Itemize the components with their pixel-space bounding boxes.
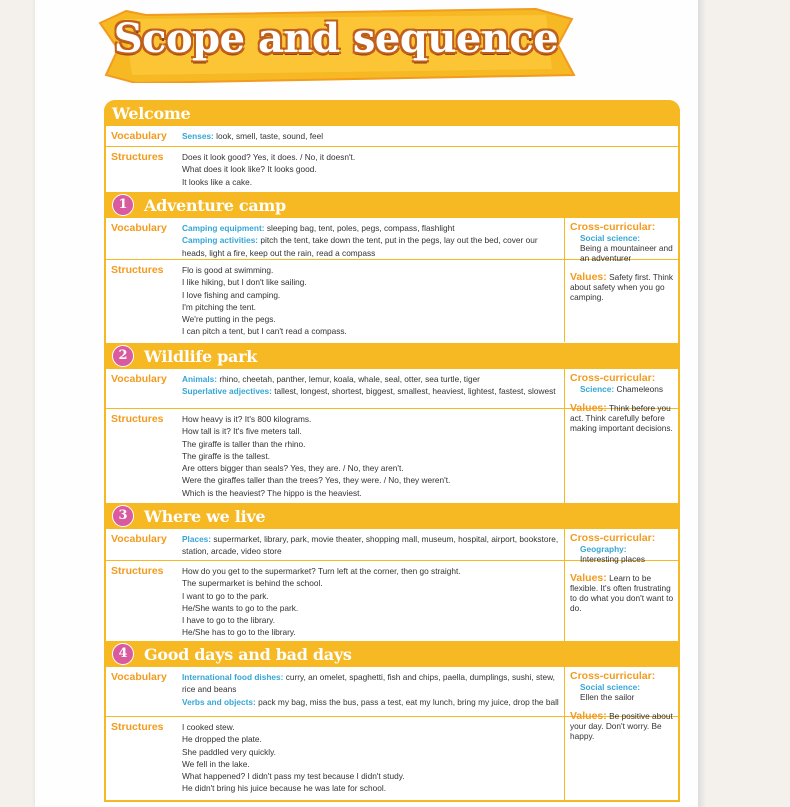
values-text: Safety first. Think about safety when you go camping. (570, 272, 674, 302)
unit-title: Good days and bad days (144, 644, 352, 664)
row-label: Structures (111, 151, 164, 163)
vocab-keyword: Verbs and objects: (182, 696, 256, 707)
cc-subject: Science: (580, 384, 615, 394)
structure-line: I'm pitching the tent. (182, 301, 256, 312)
structure-line: The giraffe is the tallest. (182, 450, 270, 461)
cc-text: Being a mountaineer and an adventurer (580, 243, 673, 263)
scope-table (104, 100, 680, 802)
structure-line: I cooked stew. (182, 722, 235, 732)
vocab-text: sleeping bag, tent, poles, pegs, compass, flashlight (266, 223, 455, 233)
structure-line: We're putting in the pegs. (182, 314, 276, 325)
vocab-text: pack my bag, miss the bus, pass a test, eat my lunch, bring my juice, drop the ball (258, 696, 559, 707)
vocab-text: pitch the tent, take down the tent, put in the pegs, lay out the bed, cover our heads, light a fire, keep out the rain, read a compass (182, 235, 538, 258)
welcome-struct-row (106, 147, 678, 191)
vocab-keyword: International food dishes: (182, 672, 284, 682)
cc-text: Interesting places (580, 554, 646, 564)
structure-line: Were the giraffes taller than the trees? Yes, they were. / No, they weren't. (182, 475, 451, 486)
structure-line: It looks like a cake. (182, 176, 253, 187)
values-block (570, 403, 678, 433)
unit-header-2 (104, 343, 680, 369)
vocab-content (182, 373, 562, 398)
cc-subject-line (570, 384, 678, 394)
values-text: Be positive about your day. Don't worry. Be happy. (570, 711, 673, 741)
vocab-line (182, 671, 562, 696)
cc-subject: Social science: (580, 233, 640, 243)
values-label: Values: (570, 572, 607, 584)
unit-title: Wildlife park (144, 346, 257, 366)
vocab-content (182, 533, 562, 558)
unit-title: Welcome (112, 103, 191, 123)
vocab-line (182, 234, 562, 259)
cross-curricular-label: Cross-curricular: (570, 670, 656, 682)
values-block (570, 573, 678, 613)
unit1-side-panel (564, 218, 678, 342)
structure-line: The giraffe is taller than the rhino. (182, 438, 306, 449)
row-label: Vocabulary (111, 373, 167, 385)
structure-line: He didn't bring his juice because he was late for school. (182, 783, 387, 794)
structures-content (182, 721, 562, 795)
structure-line: I love fishing and camping. (182, 289, 281, 300)
structures-content (182, 264, 562, 338)
row-label: Vocabulary (111, 222, 167, 234)
structure-line: What happened? I didn't pass my test because I didn't study. (182, 771, 405, 782)
vocab-line (182, 385, 562, 397)
row-label: Structures (111, 264, 164, 276)
structure-line: How tall is it? It's five meters tall. (182, 426, 302, 437)
structures-content (182, 413, 562, 499)
vocab-text: supermarket, library, park, movie theater, shopping mall, museum, hospital, airport, bookstore, station, arcade, video store (182, 534, 559, 557)
unit4-side-panel (564, 667, 678, 802)
vocab-content (182, 130, 672, 142)
unit-header-welcome (104, 100, 680, 126)
cc-text: Ellen the sailor (580, 692, 635, 702)
unit-title: Adventure camp (144, 195, 286, 215)
vocab-text: curry, an omelet, spaghetti, fish and chips, paella, dumplings, sushi, stew, rice and beans (182, 672, 555, 695)
unit-number-badge: 3 (112, 505, 134, 527)
unit-number-badge: 1 (112, 194, 134, 216)
structure-line: I have to go to the library. (182, 615, 276, 626)
vocab-line (182, 696, 562, 708)
structure-line: The supermarket is behind the school. (182, 578, 323, 589)
cc-subject: Geography: (580, 544, 627, 554)
values-label: Values: (570, 710, 607, 722)
cross-curricular-label: Cross-curricular: (570, 221, 656, 233)
row-label: Vocabulary (111, 130, 167, 142)
cross-curricular-label: Cross-curricular: (570, 532, 656, 544)
structure-line: We fell in the lake. (182, 758, 250, 769)
vocab-content (182, 222, 562, 259)
structure-line: I like hiking, but I don't like sailing. (182, 277, 307, 288)
row-label: Structures (111, 565, 164, 577)
structure-line: I can pitch a tent, but I can't read a compass. (182, 326, 347, 337)
structure-line: What does it look like? It looks good. (182, 164, 317, 175)
page-title: Scope and sequence (113, 15, 559, 62)
structure-line: How do you get to the supermarket? Turn left at the corner, then go straight. (182, 566, 461, 576)
unit-header-4 (104, 641, 680, 667)
vocab-line (182, 373, 562, 385)
values-text: Think before you act. Think carefully before making important decisions. (570, 403, 673, 433)
unit3-side-panel (564, 529, 678, 641)
cross-curricular-label: Cross-curricular: (570, 372, 656, 384)
row-label: Vocabulary (111, 671, 167, 683)
vocab-line (182, 222, 562, 234)
unit-number-badge: 4 (112, 643, 134, 665)
values-label: Values: (570, 402, 607, 414)
cc-subject: Social science: (580, 682, 640, 692)
vocab-keyword: Senses: (182, 131, 214, 141)
unit-title: Where we live (144, 506, 266, 526)
structure-line: Which is the heaviest? The hippo is the heaviest. (182, 487, 362, 498)
vocab-keyword: Superlative adjectives: (182, 386, 272, 397)
unit-number-badge: 2 (112, 345, 134, 367)
row-label: Vocabulary (111, 533, 167, 545)
values-block (570, 711, 678, 741)
structure-line: Does it look good? Yes, it does. / No, it doesn't. (182, 152, 356, 162)
values-block (570, 272, 678, 302)
page-edge (698, 0, 706, 807)
row-label: Structures (111, 413, 164, 425)
vocab-content (182, 671, 562, 708)
cc-text: Chameleons (616, 384, 664, 394)
structure-line: Are otters bigger than seals? Yes, they are. / No, they aren't. (182, 463, 404, 474)
vocab-keyword: Places: (182, 534, 212, 544)
vocab-line (182, 533, 562, 558)
vocab-text: tallest, longest, shortest, biggest, smallest, heaviest, lightest, fastest, slowest (274, 386, 556, 397)
structure-line: He/She has to go to the library. (182, 627, 296, 638)
structure-line: How heavy is it? It's 800 kilograms. (182, 414, 312, 424)
values-text: Learn to be flexible. It's often frustrating to do what you don't want to do. (570, 573, 674, 613)
values-label: Values: (570, 271, 607, 283)
vocab-keyword: Camping activities: (182, 235, 259, 246)
row-label: Structures (111, 721, 164, 733)
structure-line: He/She wants to go to the park. (182, 602, 299, 613)
vocab-keyword: Camping equipment: (182, 223, 265, 233)
structures-content (182, 151, 672, 188)
unit-header-1 (104, 192, 680, 218)
structures-content (182, 565, 562, 639)
structure-line: Flo is good at swimming. (182, 265, 274, 275)
vocab-keyword: Animals: (182, 374, 218, 384)
title-banner (96, 5, 576, 83)
unit-header-3 (104, 503, 680, 529)
welcome-vocab-row (106, 126, 678, 147)
unit2-side-panel (564, 369, 678, 503)
vocab-text: rhino, cheetah, panther, lemur, koala, whale, seal, otter, sea turtle, tiger (219, 374, 480, 384)
vocab-text: look, smell, taste, sound, feel (216, 131, 324, 141)
structure-line: She paddled very quickly. (182, 746, 276, 757)
structure-line: I want to go to the park. (182, 590, 269, 601)
structure-line: He dropped the plate. (182, 734, 262, 745)
